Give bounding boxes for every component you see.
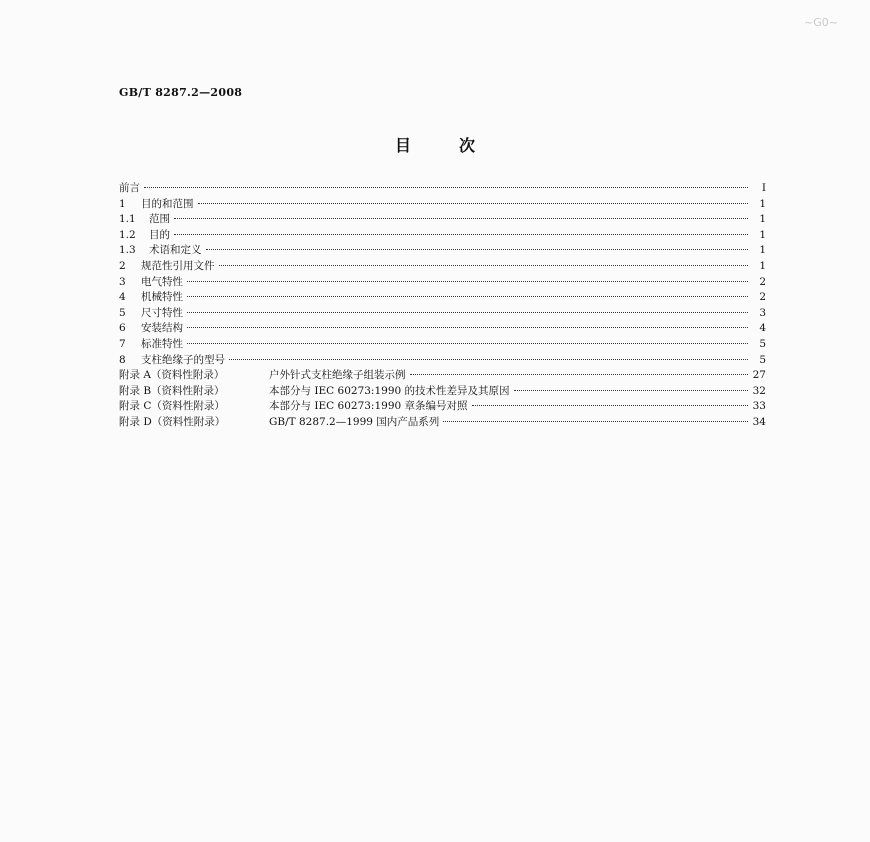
toc-entry[interactable] [119,258,766,274]
toc-entry[interactable] [119,180,766,196]
toc-entry[interactable] [119,336,766,352]
toc-entry-label: 尺寸特性 [141,306,183,319]
toc-entry-label: 范围 [149,213,170,226]
toc-entry-number: 附录 D（资料性附录） [119,415,226,428]
toc-entry-page: 33 [752,400,766,413]
toc-entry-number: 4 [119,291,126,304]
toc-entry-label: 标准特性 [141,337,183,350]
dot-leader [174,233,748,235]
toc-entry-page: 1 [759,213,766,226]
toc-entry-number: 1.1 [119,213,136,226]
toc-entry-page: 1 [759,228,766,241]
dot-leader [514,389,748,391]
toc-entry-number: 5 [119,306,126,319]
toc-entry-page: 3 [759,306,766,319]
toc-entry[interactable] [119,242,766,258]
toc-entry-page: 34 [752,415,766,428]
dot-leader [410,373,749,375]
toc-entry-page: 27 [752,369,766,382]
toc-entry[interactable] [119,367,766,383]
toc-entry-label: 规范性引用文件 [141,259,215,272]
toc-entry-number: 7 [119,337,126,350]
toc-entry-page: 32 [752,384,766,397]
toc-entry-page: 1 [759,197,766,210]
toc-entry-label: 机械特性 [141,291,183,304]
toc-entry-number: 附录 A（资料性附录） [119,369,225,382]
toc-entry-page: 2 [759,291,766,304]
toc-entry-label: 安装结构 [141,322,183,335]
toc-entry-label: GB/T 8287.2—1999 国内产品系列 [269,415,440,428]
dot-leader [187,311,748,313]
dot-leader [144,186,748,188]
scan-mark: ~G0~ [804,16,838,29]
toc-entry-number: 1.3 [119,244,136,257]
dot-leader [472,404,748,406]
dot-leader [187,342,748,344]
dot-leader [187,295,748,297]
toc-entry-number: 6 [119,322,126,335]
toc-entry-number: 附录 C（资料性附录） [119,400,225,413]
standard-code: GB/T 8287.2—2008 [119,86,243,99]
table-of-contents [119,180,766,430]
toc-entry-number: 8 [119,353,126,366]
toc-entry-number: 1 [119,197,126,210]
toc-entry[interactable] [119,196,766,212]
toc-entry[interactable] [119,398,766,414]
toc-entry[interactable] [119,227,766,243]
dot-leader [229,358,748,360]
page-title: 目次 [394,136,523,155]
toc-entry[interactable] [119,274,766,290]
toc-entry-page: 1 [759,244,766,257]
dot-leader [187,326,748,328]
toc-entry-label: 支柱绝缘子的型号 [141,353,225,366]
toc-entry-number: 3 [119,275,126,288]
toc-entry-page: 5 [759,353,766,366]
dot-leader [198,202,749,204]
toc-entry-label: 户外针式支柱绝缘子组装示例 [269,369,406,382]
toc-entry-label: 目的和范围 [141,197,194,210]
toc-entry[interactable] [119,289,766,305]
toc-entry-page: 1 [759,259,766,272]
dot-leader [206,248,749,250]
toc-entry[interactable] [119,320,766,336]
dot-leader [174,217,748,219]
toc-entry-page: I [761,182,766,194]
dot-leader [187,280,748,282]
toc-entry-number: 附录 B（资料性附录） [119,384,225,397]
toc-entry[interactable] [119,414,766,430]
toc-entry-page: 4 [759,322,766,335]
toc-entry-label: 本部分与 IEC 60273:1990 章条编号对照 [269,400,468,413]
toc-entry[interactable] [119,305,766,321]
toc-entry-label: 本部分与 IEC 60273:1990 的技术性差异及其原因 [269,384,510,397]
toc-entry-label: 前言 [119,182,140,194]
toc-entry[interactable] [119,211,766,227]
toc-entry-number: 1.2 [119,228,136,241]
toc-entry-label: 术语和定义 [149,244,202,257]
toc-entry-label: 电气特性 [141,275,183,288]
toc-entry-page: 2 [759,275,766,288]
dot-leader [219,264,749,266]
toc-entry[interactable] [119,383,766,399]
toc-entry[interactable] [119,352,766,368]
dot-leader [443,420,748,422]
toc-entry-label: 目的 [149,228,170,241]
toc-entry-number: 2 [119,259,126,272]
toc-entry-page: 5 [759,337,766,350]
